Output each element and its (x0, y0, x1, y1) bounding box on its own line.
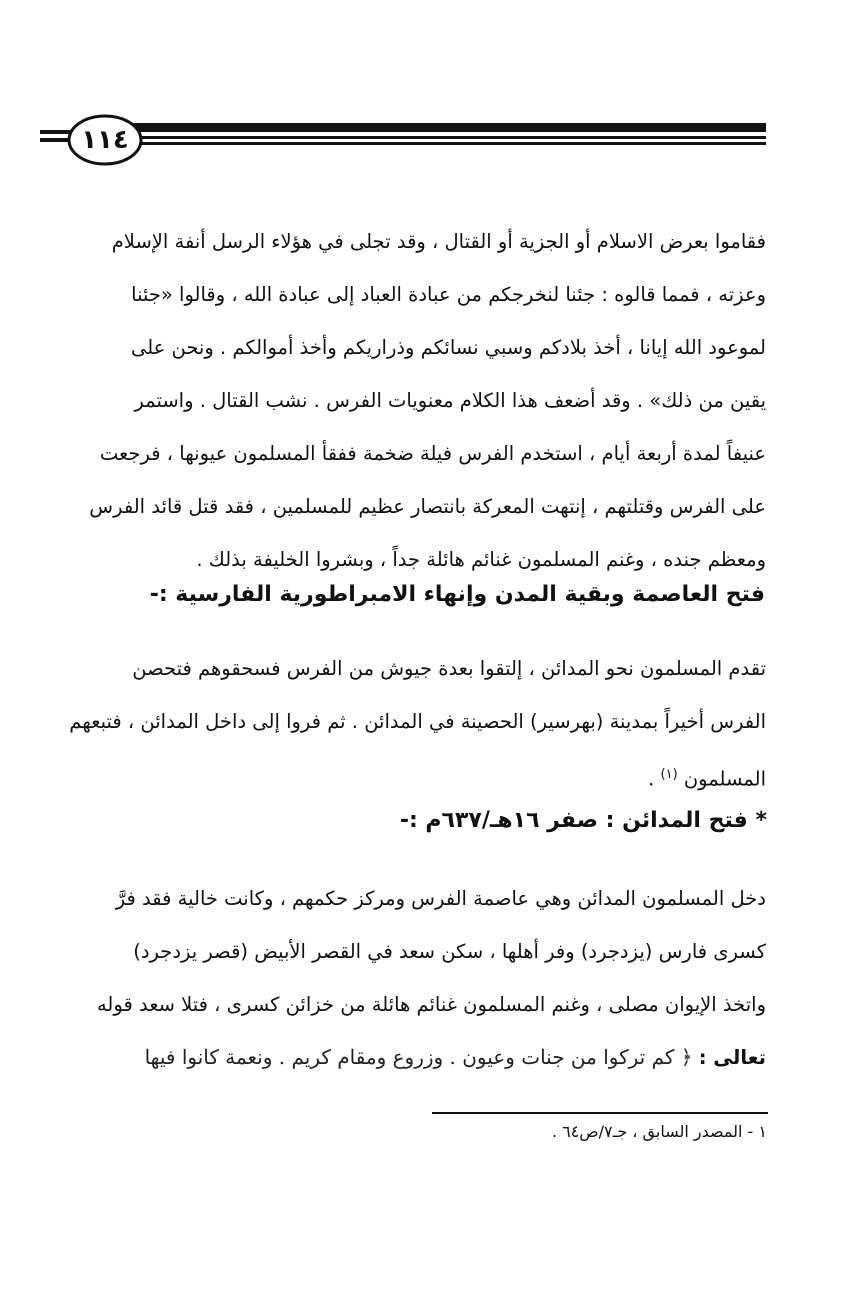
footnote-divider (432, 1112, 768, 1114)
text-line: ومعظم جنده ، وغنم المسلمون غنائم هائلة جداً ، وبشروا الخليفة بذلك . (196, 548, 766, 571)
text-line: وعزته ، فمما قالوه : جئنا لنخرجكم من عبادة العباد إلى عبادة الله ، وقالوا «جئنا (131, 283, 766, 306)
paragraph-1 (50, 215, 766, 586)
paragraph-3 (50, 872, 766, 1084)
section-heading: فتح العاصمة وبقية المدن وإنهاء الامبراطورية الفارسية :- (149, 582, 765, 607)
text-line: تقدم المسلمون نحو المدائن ، إلتقوا بعدة جيوش من الفرس فسحقوهم فتحصن (132, 657, 766, 680)
text-fragment: المسلمون (683, 767, 766, 791)
footnote-reference[interactable]: (١) (660, 767, 678, 782)
text-line: كسرى فارس (يزدجرد) وفر أهلها ، سكن سعد في القصر الأبيض (قصر يزدجرد) (133, 940, 766, 963)
verse-intro: تعالى : (698, 1046, 766, 1069)
text-line: فقاموا بعرض الاسلام أو الجزية أو القتال ، وقد تجلى في هؤلاء الرسل أنفة الإسلام (111, 230, 766, 253)
subsection-heading: * فتح المدائن : صفر ١٦هـ/٦٣٧م :- (399, 808, 767, 833)
header-rule (40, 108, 768, 168)
text-fragment: . (648, 767, 655, 791)
footnote: ١ - المصدر السابق ، جـ٧/ص٦٤ . (551, 1122, 767, 1141)
text-line-verse (50, 1031, 766, 1084)
text-line: دخل المسلمون المدائن وهي عاصمة الفرس ومركز حكمهم ، وكانت خالية فقد فرَّ (115, 887, 766, 910)
page-header (40, 108, 768, 168)
text-line: عنيفاً لمدة أربعة أيام ، استخدم الفرس فيلة ضخمة ففقأ المسلمون عيونها ، فرجعت (99, 442, 766, 465)
paragraph-2 (50, 642, 766, 801)
text-line: لموعود الله إيانا ، أخذ بلادكم وسبي نسائكم وذراريكم وأخذ أموالكم . ونحن على (130, 336, 766, 359)
text-line: الفرس أخيراً بمدينة (بهرسير) الحصينة في المدائن . ثم فروا إلى داخل المدائن ، فتبعهم (69, 710, 766, 733)
page-number: ١١٤ (81, 125, 129, 155)
text-line-last (50, 748, 766, 801)
text-line: واتخذ الإيوان مصلى ، وغنم المسلمون غنائم هائلة من خزائن كسرى ، فتلا سعد قوله (96, 993, 766, 1016)
text-line: يقين من ذلك» . وقد أضعف هذا الكلام معنويات الفرس . نشب القتال . واستمر (134, 389, 766, 412)
quran-verse: ﴿ كم تركوا من جنات وعيون . وزروع ومقام كريم . ونعمة كانوا فيها (144, 1045, 693, 1069)
text-line: على الفرس وقتلتهم ، إنتهت المعركة بانتصار عظيم للمسلمين ، فقد قتل قائد الفرس (89, 495, 766, 518)
